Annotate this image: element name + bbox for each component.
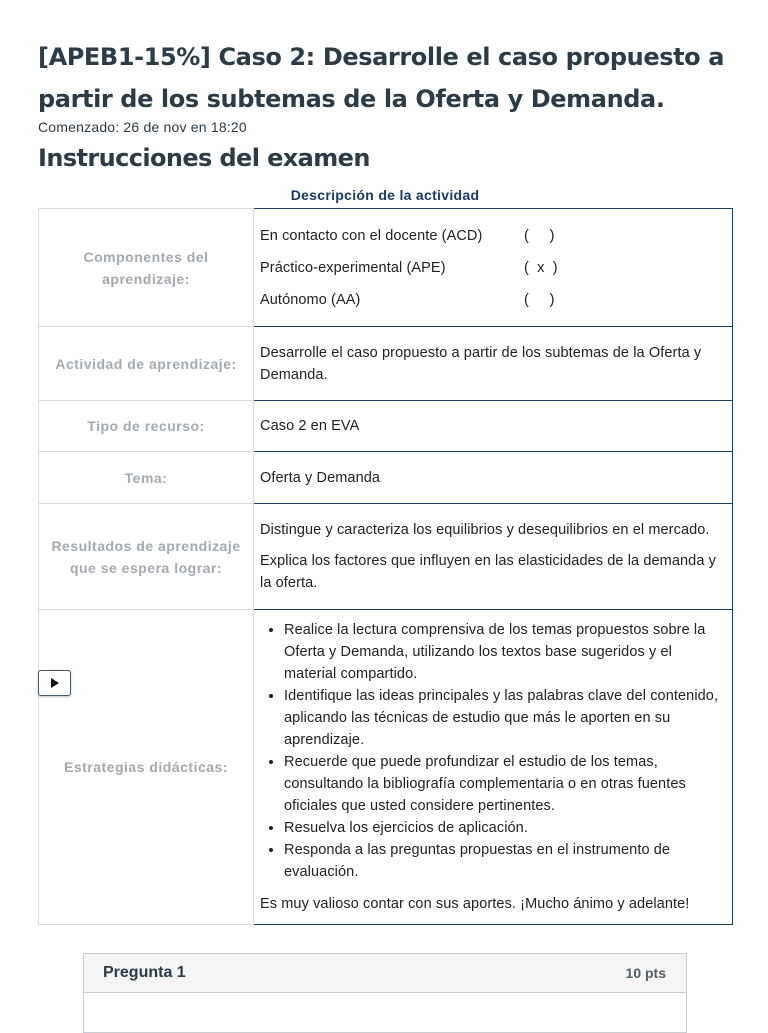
play-icon — [51, 678, 59, 688]
strategy-item: • Identifique las ideas principales y las palabras clave del contenido, aplicando las técnicas de estudio que más le aporten en su aprendizaje. — [284, 685, 726, 751]
strategy-item: • Recuerde que puede profundizar el estudio de los temas, consultando la bibliografía complementaria o en otras fuentes oficiales que usted considere pertinentes. — [284, 751, 726, 817]
component-item — [260, 220, 726, 252]
results-value — [254, 504, 733, 610]
quiz-started — [38, 119, 251, 135]
component-name: Autónomo (AA) — [260, 291, 361, 308]
component-mark: ( ) — [524, 227, 555, 244]
strategies-closing: Es muy valioso contar con sus aportes. ¡Mucho ánimo y adelante! — [260, 896, 690, 912]
row-topic — [39, 452, 733, 504]
strategy-item: • Realice la lectura comprensiva de los temas propuestos sobre la Oferta y Demanda, utilizando los textos base sugeridos y el material compartido. — [284, 619, 726, 685]
activity-label: Actividad de aprendizaje: — [39, 327, 254, 401]
instructions-heading: Instrucciones del examen — [38, 144, 370, 172]
component-item — [260, 252, 726, 284]
row-results — [39, 504, 733, 610]
quiz-title: [APEB1-15%] Caso 2: Desarrolle el caso propuesto a partir de los subtemas de la Oferta y Demanda. — [38, 43, 725, 113]
play-button[interactable] — [38, 670, 71, 696]
activity-value: Desarrolle el caso propuesto a partir de los subtemas de la Oferta y Demanda. — [254, 327, 733, 401]
question-title: Pregunta 1 — [103, 964, 186, 981]
results-label: Resultados de aprendizaje que se espera lograr: — [39, 504, 254, 610]
strategies-value — [254, 610, 733, 925]
component-name: Práctico-experimental (APE) — [260, 259, 446, 276]
row-activity — [39, 327, 733, 401]
resource-label: Tipo de recurso: — [39, 401, 254, 452]
strategy-item: • Responda a las preguntas propuestas en el instrumento de evaluación. — [284, 839, 726, 883]
topic-value: Oferta y Demanda — [254, 452, 733, 504]
question-points: 10 pts — [625, 965, 666, 981]
strategy-item: • Resuelva los ejercicios de aplicación. — [284, 817, 726, 839]
result-item: Distingue y caracteriza los equilibrios y desequilibrios en el mercado. — [260, 522, 710, 538]
question-card — [83, 953, 687, 1033]
result-item: Explica los factores que influyen en las elasticidades de la demanda y la oferta. — [260, 553, 716, 591]
row-resource — [39, 401, 733, 452]
component-mark: ( x ) — [524, 259, 558, 276]
component-mark: ( ) — [524, 291, 555, 308]
components-label: Componentes del aprendizaje: — [39, 209, 254, 327]
started-value: 26 de nov en 18:20 — [123, 119, 247, 135]
component-item — [260, 284, 726, 316]
row-components — [39, 209, 733, 327]
activity-table — [38, 208, 733, 925]
strategies-label: Estrategias didácticas: — [39, 610, 254, 925]
topic-label: Tema: — [39, 452, 254, 504]
question-header — [84, 954, 686, 993]
started-label: Comenzado: — [38, 119, 120, 135]
strategies-list — [260, 619, 726, 883]
components-value — [254, 209, 733, 327]
row-strategies — [39, 610, 733, 925]
component-name: En contacto con el docente (ACD) — [260, 227, 483, 244]
resource-value: Caso 2 en EVA — [254, 401, 733, 452]
table-caption: Descripción de la actividad — [290, 187, 480, 203]
